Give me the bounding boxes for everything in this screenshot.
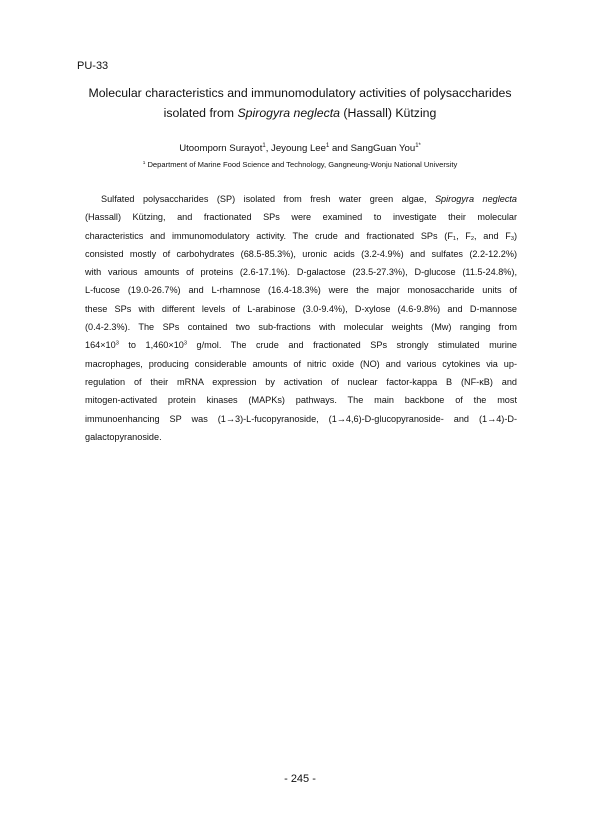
abstract-line: mitogen-activated protein kinases (MAPKs) pathways. The main backbone of the most <box>85 395 517 406</box>
abstract-text: , and F <box>474 230 511 241</box>
superscript: 3 <box>115 340 119 347</box>
subscript: 3 <box>510 235 514 242</box>
abstract-line: with various amounts of proteins (2.6-17.1%). D-galactose (23.5-27.3%), D-glucose (11.5-24.8%), <box>85 267 517 278</box>
page-number: - 245 - <box>284 773 316 785</box>
abstract-text: , F <box>456 230 471 241</box>
affiliation <box>60 160 540 169</box>
author-name: , Jeyoung Lee <box>265 143 326 154</box>
title-species: Spirogyra neglecta <box>237 106 340 120</box>
abstract-line <box>85 336 517 354</box>
abstract-line: these SPs with different levels of L-arabinose (3.0-9.4%), D-xylose (4.6-9.8%) and D-mannose <box>85 303 517 314</box>
abstract-text: characteristics and immunomodulatory activity. The crude and fractionated SPs (F <box>85 230 453 241</box>
author-name: Utoomporn Surayot <box>179 143 263 154</box>
subscript: 2 <box>470 235 475 242</box>
abstract-line <box>85 190 517 208</box>
author-affil-mark: 1 <box>262 143 266 150</box>
paper-title <box>60 83 540 123</box>
author-list <box>60 143 540 154</box>
abstract-line: (0.4-2.3%). The SPs contained two sub-fractions with molecular weights (Mw) ranging from <box>85 322 517 333</box>
subscript: 1 <box>452 235 457 242</box>
abstract-code: PU-33 <box>77 60 109 72</box>
abstract-line: immunoenhancing SP was (1→3)-L-fucopyranoside, (1→4,6)-D-glucopyranoside- and (1→4)-D- <box>85 413 517 424</box>
title-text: (Hassall) Kützing <box>340 106 437 120</box>
affil-text: Department of Marine Food Science and Technology, Gangneung-Wonju National University <box>145 160 458 169</box>
abstract-line: L-fucose (19.0-26.7%) and L-rhamnose (16.4-18.3%) were the major monosaccharide units of <box>85 285 517 296</box>
author-affil-mark: 1 <box>325 143 330 150</box>
superscript: 3 <box>183 340 187 347</box>
abstract-line: regulation of their mRNA expression by activation of nuclear factor-kappa B (NF-κB) and <box>85 376 517 387</box>
abstract-body <box>85 190 517 446</box>
abstract-species: Spirogyra neglecta <box>434 194 517 204</box>
title-line-2 <box>60 103 540 123</box>
abstract-line: macrophages, producing considerable amounts of nitric oxide (NO) and various cytokines via up- <box>85 358 517 369</box>
title-line-1: Molecular characteristics and immunomodulatory activities of polysaccharides <box>88 86 512 100</box>
abstract-text: Sulfated polysaccharides (SP) isolated from fresh water green algae, <box>101 194 435 204</box>
abstract-text: 164×10 <box>85 340 116 351</box>
abstract-text: to 1,460×10 <box>118 340 184 351</box>
abstract-line <box>85 227 517 245</box>
abstract-text: ) <box>513 230 517 241</box>
abstract-line: consisted mostly of carbohydrates (68.5-85.3%), uronic acids (3.2-4.9%) and sulfates (2.2-12.2%) <box>85 248 517 259</box>
author-affil-mark: 1* <box>415 143 421 150</box>
abstract-line: (Hassall) Kützing, and fractionated SPs were examined to investigate their molecular <box>85 212 517 223</box>
affil-mark: 1 <box>142 159 146 165</box>
abstract-text: g/mol. The crude and fractionated SPs strongly stimulated murine <box>187 340 517 351</box>
author-name: and SangGuan You <box>329 143 416 154</box>
title-text: isolated from <box>163 106 238 120</box>
abstract-line: galactopyranoside. <box>85 431 162 442</box>
